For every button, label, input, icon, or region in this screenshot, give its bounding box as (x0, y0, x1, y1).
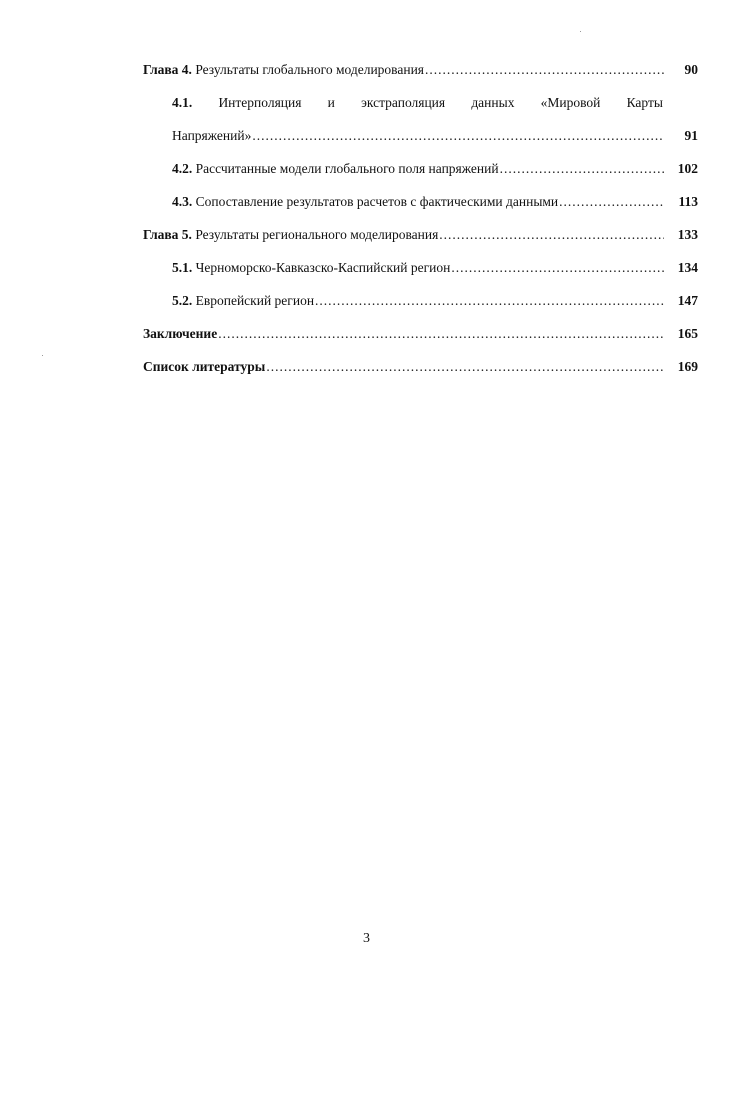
section-number: 4.3. (172, 194, 193, 209)
entry-word: Карты (626, 95, 663, 110)
entry-page-number: 133 (677, 227, 698, 242)
toc-entry-4-1-line-1 (143, 95, 698, 111)
entry-title: Результаты глобального моделирования (195, 62, 425, 77)
page-number: 3 (363, 931, 370, 946)
section-number: 5.2. (172, 293, 193, 308)
section-number: 5.1. (172, 260, 193, 275)
entry-page-number: 165 (677, 326, 698, 341)
entry-word: экстраполяция (361, 95, 446, 110)
toc-entry-references (143, 359, 698, 375)
toc-entry-chapter-4 (143, 62, 698, 78)
entry-title: Рассчитанные модели глобального поля напряжений (195, 161, 499, 176)
entry-title: Черноморско-Кавказско-Каспийский регион (195, 260, 451, 275)
entry-page-number: 91 (684, 128, 698, 143)
toc-entry-4-1-line-2 (143, 128, 698, 144)
dot-leader (451, 260, 664, 276)
dot-leader (315, 293, 664, 309)
dot-leader (500, 161, 664, 177)
entry-page-number: 147 (677, 293, 698, 308)
entry-title: Сопоставление результатов расчетов с фактическими данными (195, 194, 559, 209)
entry-word: данных (471, 95, 515, 110)
entry-page-number: 113 (678, 194, 698, 209)
entry-word: «Мировой (540, 95, 601, 110)
entry-title: Заключение (143, 326, 218, 341)
toc-entry-5-1 (143, 260, 698, 276)
table-of-contents (143, 62, 698, 392)
chapter-label: Глава 5. (143, 227, 192, 242)
dot-leader (439, 227, 664, 243)
toc-entry-conclusion (143, 326, 698, 342)
dot-leader (218, 326, 664, 342)
dot-leader (559, 194, 664, 210)
scan-speck (42, 355, 43, 356)
scan-speck (580, 31, 581, 32)
entry-word: Интерполяция (218, 95, 302, 110)
entry-title: Европейский регион (195, 293, 315, 308)
entry-page-number: 169 (677, 359, 698, 374)
toc-entry-5-2 (143, 293, 698, 309)
toc-entry-4-3 (143, 194, 698, 210)
dot-leader (252, 128, 664, 144)
section-number: 4.2. (172, 161, 193, 176)
dot-leader (425, 62, 664, 78)
toc-entry-chapter-5 (143, 227, 698, 243)
entry-title: Список литературы (143, 359, 266, 374)
entry-word: и (327, 95, 335, 110)
entry-page-number: 134 (677, 260, 698, 275)
toc-entry-4-2 (143, 161, 698, 177)
chapter-label: Глава 4. (143, 62, 192, 77)
entry-page-number: 102 (677, 161, 698, 176)
entry-title: Результаты регионального моделирования (195, 227, 439, 242)
section-number: 4.1. (172, 95, 193, 110)
dot-leader (266, 359, 664, 375)
entry-page-number: 90 (684, 62, 698, 77)
entry-title: Напряжений» (172, 128, 252, 143)
